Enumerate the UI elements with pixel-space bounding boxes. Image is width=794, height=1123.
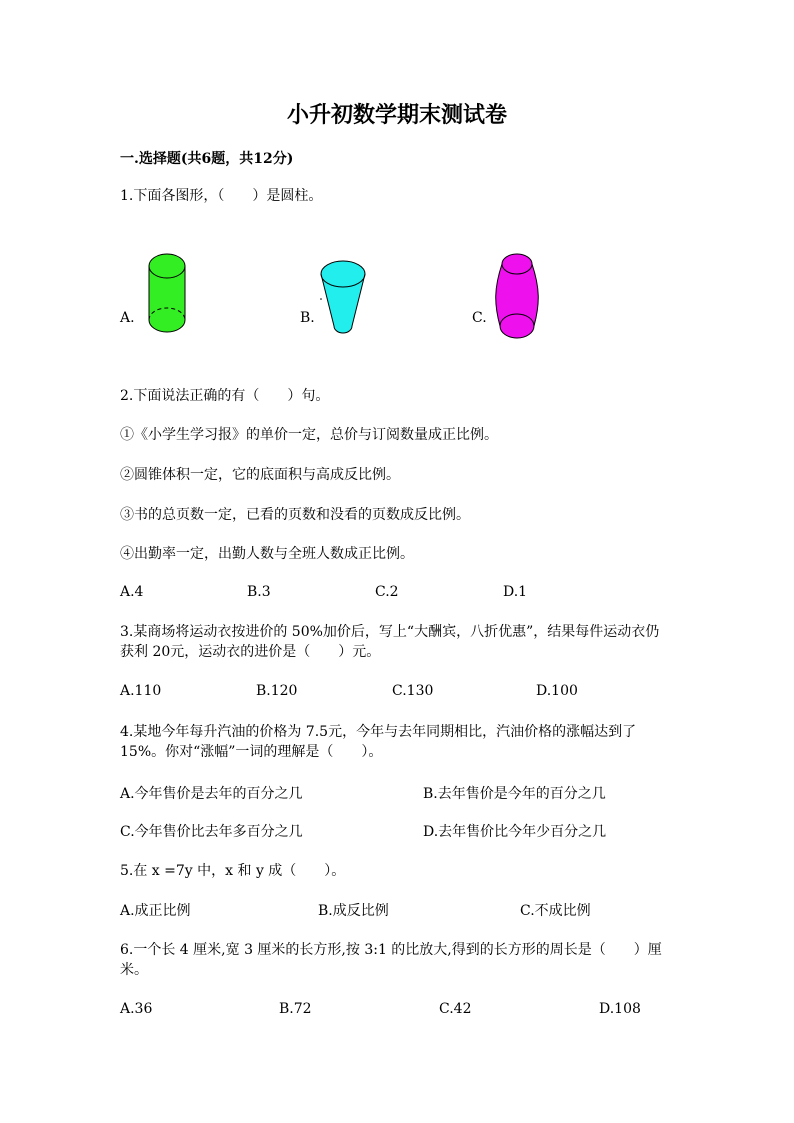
q4-option-a[interactable]: A.今年售价是去年的百分之几 bbox=[120, 786, 303, 802]
q2-statement-1: ①《小学生学习报》的单价一定，总价与订阅数量成正比例。 bbox=[120, 427, 498, 443]
q1-option-a[interactable]: A. bbox=[120, 310, 135, 326]
q2-option-d[interactable]: D.1 bbox=[503, 584, 528, 600]
q4-option-b[interactable]: B.去年售价是今年的百分之几 bbox=[423, 786, 606, 802]
figure-c-barrel bbox=[490, 248, 546, 344]
q1-option-b[interactable]: B. bbox=[300, 310, 315, 326]
q3-option-a[interactable]: A.110 bbox=[120, 683, 162, 699]
question-4-stem: 4.某地今年每升汽油的价格为 7.5元，今年与去年同期相比，汽油价格的涨幅达到了 15%。你对“涨幅”一词的理解是（ ）。 bbox=[120, 724, 637, 760]
figure-b-cone bbox=[316, 254, 372, 344]
q5-option-a[interactable]: A.成正比例 bbox=[120, 903, 191, 919]
q2-option-c[interactable]: C.2 bbox=[375, 584, 399, 600]
q2-statement-2: ②圆锥体积一定，它的底面积与高成反比例。 bbox=[120, 467, 400, 483]
q6-option-a[interactable]: A.36 bbox=[120, 1001, 153, 1017]
question-1-stem: 1.下面各图形，（ ）是圆柱。 bbox=[120, 188, 323, 204]
q5-option-b[interactable]: B.成反比例 bbox=[318, 903, 389, 919]
section-heading: 一.选择题(共6题，共12分) bbox=[120, 151, 294, 167]
q5-option-c[interactable]: C.不成比例 bbox=[520, 903, 591, 919]
q2-statement-4: ④出勤率一定，出勤人数与全班人数成正比例。 bbox=[120, 546, 414, 562]
q6-option-c[interactable]: C.42 bbox=[439, 1001, 472, 1017]
q1-option-c[interactable]: C. bbox=[472, 310, 487, 326]
figure-a-cylinder bbox=[140, 248, 196, 344]
q3-option-c[interactable]: C.130 bbox=[392, 683, 434, 699]
question-2-stem: 2.下面说法正确的有（ ）句。 bbox=[120, 388, 330, 404]
q4-option-c[interactable]: C.今年售价比去年多百分之几 bbox=[120, 824, 303, 840]
q2-option-b[interactable]: B.3 bbox=[247, 584, 271, 600]
question-6-stem: 6.一个长 4 厘米,宽 3 厘米的长方形,按 3:1 的比放大,得到的长方形的周长是（ ）厘米。 bbox=[120, 942, 662, 978]
q3-option-d[interactable]: D.100 bbox=[536, 683, 578, 699]
question-3-stem: 3.某商场将运动衣按进价的 50%加价后，写上“大酬宾，八折优惠”，结果每件运动衣仍获利 20元，运动衣的进价是（ ）元。 bbox=[120, 624, 660, 660]
q4-option-d[interactable]: D.去年售价比今年少百分之几 bbox=[423, 824, 607, 840]
q2-option-a[interactable]: A.4 bbox=[120, 584, 144, 600]
q6-option-d[interactable]: D.108 bbox=[599, 1001, 641, 1017]
q3-option-b[interactable]: B.120 bbox=[256, 683, 298, 699]
q2-statement-3: ③书的总页数一定，已看的页数和没看的页数成反比例。 bbox=[120, 507, 470, 523]
question-5-stem: 5.在 x =7y 中，x 和 y 成（ ）。 bbox=[120, 863, 346, 879]
page-title: 小升初数学期末测试卷 bbox=[286, 102, 507, 128]
q6-option-b[interactable]: B.72 bbox=[279, 1001, 312, 1017]
